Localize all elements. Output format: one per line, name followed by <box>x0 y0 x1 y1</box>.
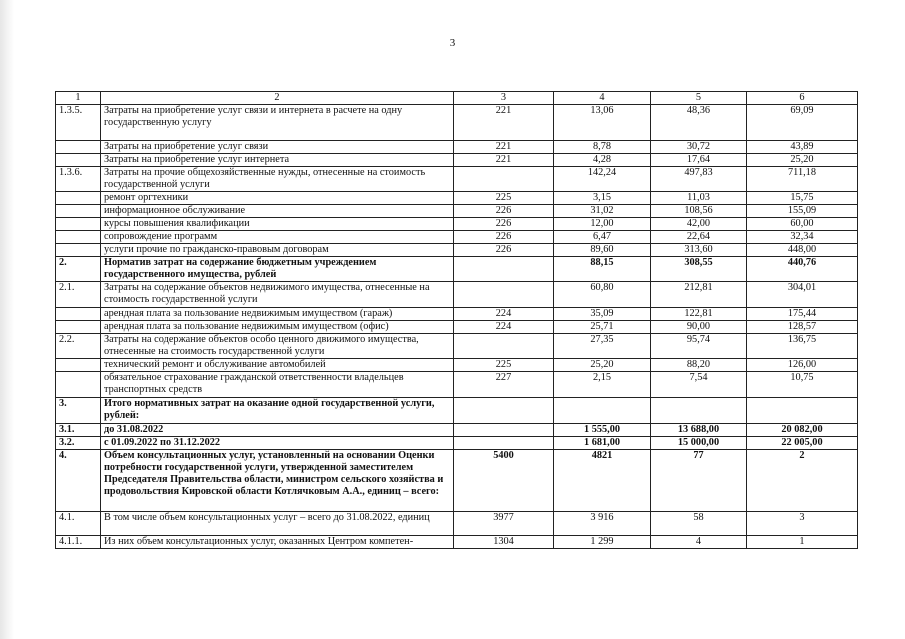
value-col4: 6,47 <box>554 231 651 244</box>
value-col6: 32,34 <box>747 231 858 244</box>
row-name: технический ремонт и обслуживание автомобилей <box>101 359 454 372</box>
row-name: Затраты на приобретение услуг связи и интернета в расчете на одну государственную услугу <box>101 105 454 141</box>
value-col6: 69,09 <box>747 105 858 141</box>
header-cell: 3 <box>454 92 554 105</box>
row-code <box>454 424 554 437</box>
row-code <box>454 334 554 359</box>
value-col5: 7,54 <box>651 372 747 398</box>
row-code: 226 <box>454 218 554 231</box>
table-row <box>56 512 858 536</box>
header-cell: 2 <box>101 92 454 105</box>
page-number: 3 <box>449 37 456 49</box>
row-number: 2.2. <box>56 334 101 359</box>
value-col4: 25,20 <box>554 359 651 372</box>
value-col5: 17,64 <box>651 154 747 167</box>
row-code: 221 <box>454 105 554 141</box>
row-number <box>56 205 101 218</box>
value-col5: 88,20 <box>651 359 747 372</box>
value-col6: 10,75 <box>747 372 858 398</box>
table-row <box>56 424 858 437</box>
row-code: 221 <box>454 154 554 167</box>
value-col4: 4,28 <box>554 154 651 167</box>
value-col6: 60,00 <box>747 218 858 231</box>
table-row <box>56 321 858 334</box>
value-col5: 22,64 <box>651 231 747 244</box>
value-col4: 27,35 <box>554 334 651 359</box>
table-row <box>56 372 858 398</box>
value-col6: 440,76 <box>747 257 858 282</box>
header-cell: 1 <box>56 92 101 105</box>
value-col6: 711,18 <box>747 167 858 192</box>
value-col5: 313,60 <box>651 244 747 257</box>
row-name: услуги прочие по гражданско-правовым договорам <box>101 244 454 257</box>
row-number <box>56 192 101 205</box>
scan-edge <box>0 0 14 639</box>
value-col6: 1 <box>747 536 858 549</box>
value-col5: 212,81 <box>651 282 747 308</box>
row-code: 226 <box>454 205 554 218</box>
row-name: информационное обслуживание <box>101 205 454 218</box>
row-number <box>56 218 101 231</box>
value-col6: 22 005,00 <box>747 437 858 450</box>
table-row <box>56 244 858 257</box>
value-col4: 3 916 <box>554 512 651 536</box>
row-name: арендная плата за пользование недвижимым имуществом (офис) <box>101 321 454 334</box>
row-name: Итого нормативных затрат на оказание одной государственной услуги, рублей: <box>101 398 454 424</box>
value-col4: 89,60 <box>554 244 651 257</box>
value-col4: 3,15 <box>554 192 651 205</box>
row-name: Из них объем консультационных услуг, оказанных Центром компетен- <box>101 536 454 549</box>
value-col5: 42,00 <box>651 218 747 231</box>
row-number: 3.2. <box>56 437 101 450</box>
table-row <box>56 282 858 308</box>
row-name: ремонт оргтехники <box>101 192 454 205</box>
table-row <box>56 450 858 512</box>
row-name: арендная плата за пользование недвижимым имуществом (гараж) <box>101 308 454 321</box>
row-code: 225 <box>454 192 554 205</box>
row-name: Объем консультационных услуг, установленный на основании Оценки потребности государственной услуги, утвержденной заместителем Председателя Правительства области, министром сельского хозяйства и продовольствия Кировской области Котлячковым А.А., единиц – всего: <box>101 450 454 512</box>
row-code: 227 <box>454 372 554 398</box>
row-code: 224 <box>454 321 554 334</box>
row-number <box>56 321 101 334</box>
value-col4: 1 681,00 <box>554 437 651 450</box>
value-col5 <box>651 398 747 424</box>
value-col5: 48,36 <box>651 105 747 141</box>
row-name: сопровождение программ <box>101 231 454 244</box>
table-row <box>56 437 858 450</box>
table-row <box>56 205 858 218</box>
value-col5: 4 <box>651 536 747 549</box>
row-name: курсы повышения квалификации <box>101 218 454 231</box>
row-number: 2.1. <box>56 282 101 308</box>
table-row <box>56 167 858 192</box>
row-number: 3. <box>56 398 101 424</box>
row-code <box>454 282 554 308</box>
row-name: Затраты на прочие общехозяйственные нужды, отнесенные на стоимость государственной услуги <box>101 167 454 192</box>
value-col5: 11,03 <box>651 192 747 205</box>
row-number: 1.3.5. <box>56 105 101 141</box>
table-row <box>56 398 858 424</box>
value-col4: 13,06 <box>554 105 651 141</box>
value-col5: 308,55 <box>651 257 747 282</box>
row-code: 226 <box>454 231 554 244</box>
row-name: до 31.08.2022 <box>101 424 454 437</box>
value-col4 <box>554 398 651 424</box>
row-code: 1304 <box>454 536 554 549</box>
table-row <box>56 141 858 154</box>
value-col6: 20 082,00 <box>747 424 858 437</box>
value-col6: 128,57 <box>747 321 858 334</box>
row-number <box>56 244 101 257</box>
table-header-row <box>56 92 858 105</box>
table-row <box>56 359 858 372</box>
value-col6: 3 <box>747 512 858 536</box>
value-col4: 142,24 <box>554 167 651 192</box>
value-col4: 4821 <box>554 450 651 512</box>
table-row <box>56 257 858 282</box>
row-code: 226 <box>454 244 554 257</box>
value-col6: 304,01 <box>747 282 858 308</box>
header-cell: 5 <box>651 92 747 105</box>
value-col4: 12,00 <box>554 218 651 231</box>
row-number: 1.3.6. <box>56 167 101 192</box>
cost-table <box>55 91 858 549</box>
row-number: 4.1.1. <box>56 536 101 549</box>
value-col6: 15,75 <box>747 192 858 205</box>
row-number: 4. <box>56 450 101 512</box>
row-number <box>56 154 101 167</box>
value-col6: 448,00 <box>747 244 858 257</box>
value-col5: 108,56 <box>651 205 747 218</box>
value-col5: 95,74 <box>651 334 747 359</box>
row-name: Затраты на содержание объектов особо ценного движимого имущества, отнесенные на стоимость государственной услуги <box>101 334 454 359</box>
row-number <box>56 231 101 244</box>
row-number: 3.1. <box>56 424 101 437</box>
value-col6 <box>747 398 858 424</box>
value-col6: 126,00 <box>747 359 858 372</box>
table-row <box>56 536 858 549</box>
row-name: Затраты на приобретение услуг связи <box>101 141 454 154</box>
table-row <box>56 105 858 141</box>
row-code: 5400 <box>454 450 554 512</box>
value-col4: 25,71 <box>554 321 651 334</box>
row-code: 221 <box>454 141 554 154</box>
value-col4: 60,80 <box>554 282 651 308</box>
row-name: Норматив затрат на содержание бюджетным учреждением государственного имущества, рублей <box>101 257 454 282</box>
row-number: 2. <box>56 257 101 282</box>
value-col6: 25,20 <box>747 154 858 167</box>
table-row <box>56 218 858 231</box>
value-col5: 90,00 <box>651 321 747 334</box>
value-col5: 30,72 <box>651 141 747 154</box>
row-code <box>454 398 554 424</box>
value-col5: 13 688,00 <box>651 424 747 437</box>
row-name: обязательное страхование гражданской ответственности владельцев транспортных средств <box>101 372 454 398</box>
value-col4: 31,02 <box>554 205 651 218</box>
value-col4: 88,15 <box>554 257 651 282</box>
row-number <box>56 372 101 398</box>
row-number <box>56 141 101 154</box>
value-col5: 497,83 <box>651 167 747 192</box>
value-col4: 1 299 <box>554 536 651 549</box>
value-col4: 2,15 <box>554 372 651 398</box>
table-row <box>56 231 858 244</box>
value-col4: 1 555,00 <box>554 424 651 437</box>
row-name: В том числе объем консультационных услуг – всего до 31.08.2022, единиц <box>101 512 454 536</box>
header-cell: 4 <box>554 92 651 105</box>
row-code <box>454 437 554 450</box>
table-row <box>56 154 858 167</box>
value-col4: 8,78 <box>554 141 651 154</box>
row-code <box>454 257 554 282</box>
value-col4: 35,09 <box>554 308 651 321</box>
table-row <box>56 334 858 359</box>
row-number <box>56 308 101 321</box>
header-cell: 6 <box>747 92 858 105</box>
value-col6: 136,75 <box>747 334 858 359</box>
row-name: Затраты на приобретение услуг интернета <box>101 154 454 167</box>
table-row <box>56 192 858 205</box>
row-number: 4.1. <box>56 512 101 536</box>
table-row <box>56 308 858 321</box>
value-col6: 175,44 <box>747 308 858 321</box>
value-col6: 43,89 <box>747 141 858 154</box>
value-col5: 58 <box>651 512 747 536</box>
row-code <box>454 167 554 192</box>
row-code: 225 <box>454 359 554 372</box>
row-name: Затраты на содержание объектов недвижимого имущества, отнесенные на стоимость государственной услуги <box>101 282 454 308</box>
value-col6: 155,09 <box>747 205 858 218</box>
value-col5: 15 000,00 <box>651 437 747 450</box>
row-code: 3977 <box>454 512 554 536</box>
value-col6: 2 <box>747 450 858 512</box>
row-name: с 01.09.2022 по 31.12.2022 <box>101 437 454 450</box>
value-col5: 122,81 <box>651 308 747 321</box>
row-code: 224 <box>454 308 554 321</box>
value-col5: 77 <box>651 450 747 512</box>
row-number <box>56 359 101 372</box>
